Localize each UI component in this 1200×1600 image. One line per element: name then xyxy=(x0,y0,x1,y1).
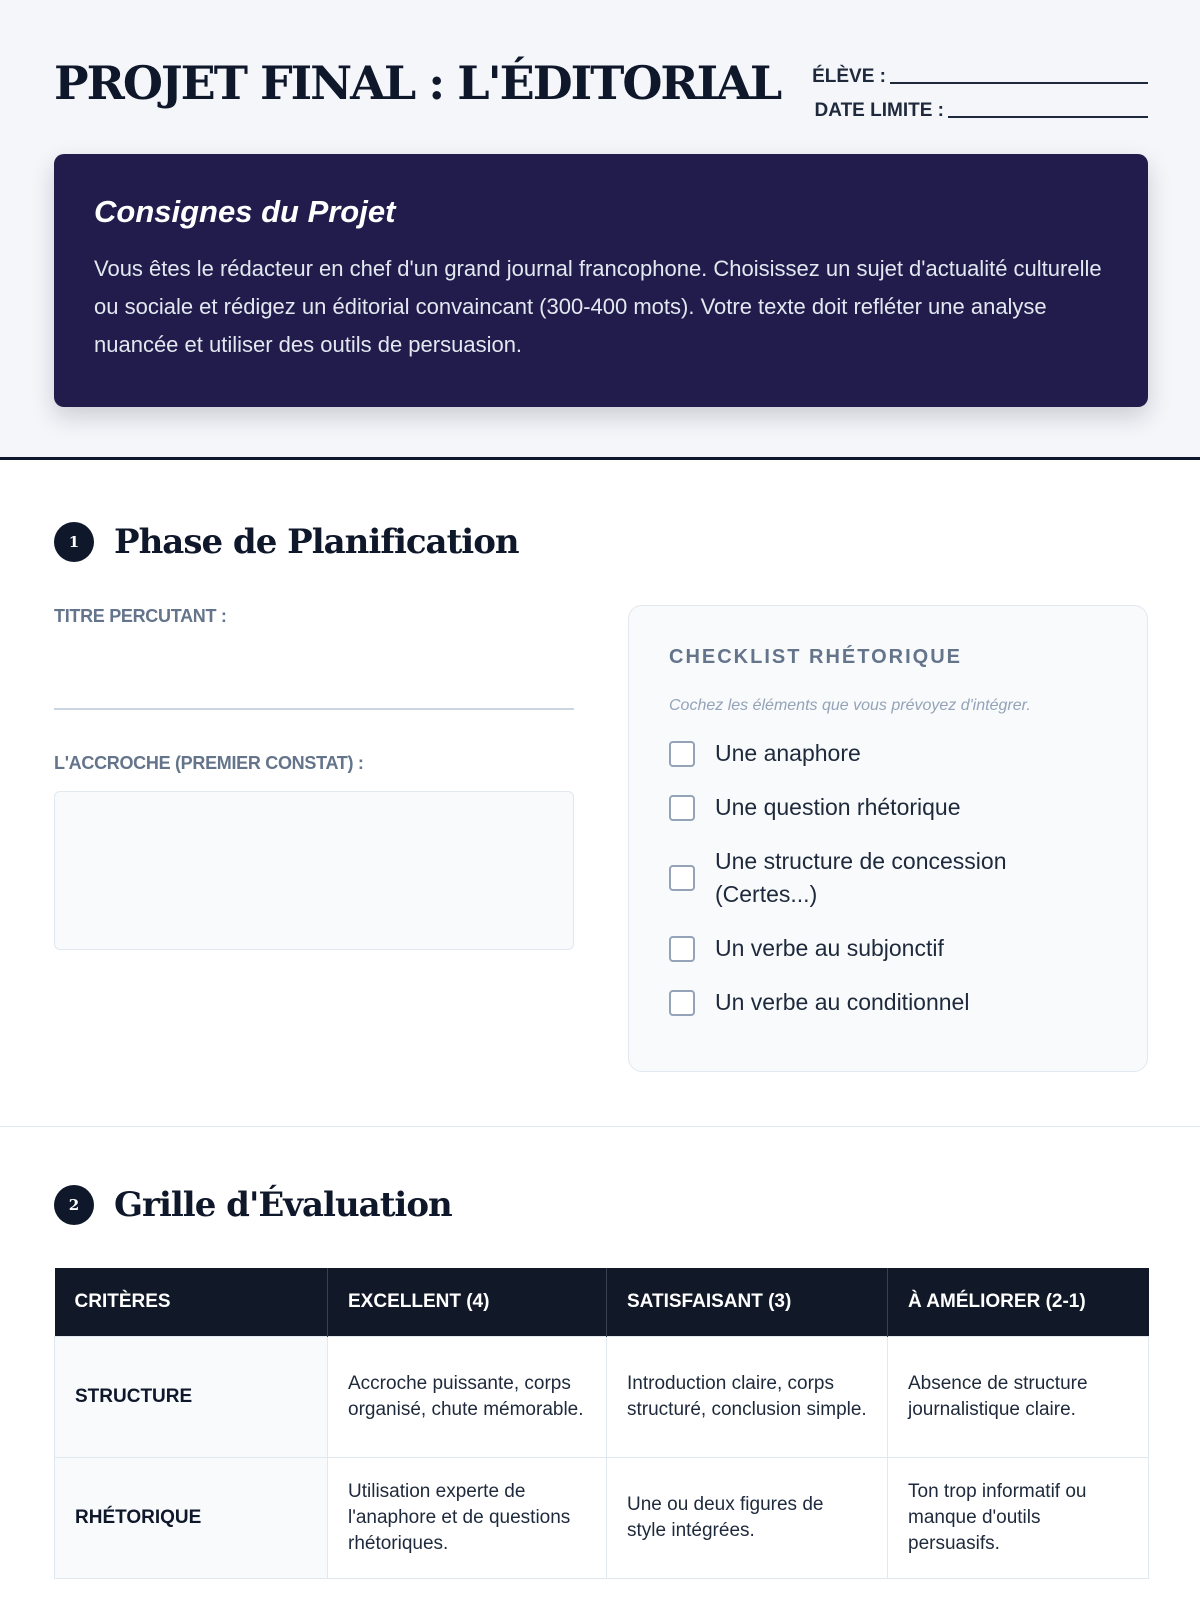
checklist-item-label: Un verbe au subjonctif xyxy=(715,935,944,961)
column-header-satisfactory: SATISFAISANT (3) xyxy=(607,1268,888,1336)
evaluation-section-header xyxy=(54,1185,452,1225)
student-name-label: ÉLÈVE : xyxy=(812,66,886,87)
student-name-line[interactable] xyxy=(890,66,1148,84)
section-number-badge: 1 xyxy=(54,522,94,562)
checkbox[interactable] xyxy=(669,936,695,962)
excellent-cell: Utilisation experte de l'anaphore et de questions rhétoriques. xyxy=(328,1457,607,1578)
header-section xyxy=(0,0,1200,460)
satisfactory-cell: Une ou deux figures de style intégrées. xyxy=(607,1457,888,1578)
table-row xyxy=(55,1336,1149,1457)
planning-section-title: Phase de Planification xyxy=(114,522,519,562)
checklist-item[interactable] xyxy=(669,737,1107,770)
checklist-item-label: Un verbe au conditionnel xyxy=(715,989,970,1015)
checklist-items xyxy=(669,737,1107,1019)
checklist-item[interactable] xyxy=(669,845,1107,911)
checklist-item-label: Une anaphore xyxy=(715,740,861,766)
hook-textarea[interactable] xyxy=(54,791,574,950)
checklist-item[interactable] xyxy=(669,932,1107,965)
column-header-excellent: EXCELLENT (4) xyxy=(328,1268,607,1336)
brief-title: Consignes du Projet xyxy=(94,194,396,229)
hook-label: L'ACCROCHE (PREMIER CONSTAT) : xyxy=(54,753,364,773)
checkbox[interactable] xyxy=(669,865,695,891)
section-number-badge: 2 xyxy=(54,1185,94,1225)
checkbox[interactable] xyxy=(669,795,695,821)
headline-label: TITRE PERCUTANT : xyxy=(54,606,227,626)
table-row xyxy=(55,1457,1149,1578)
column-header-improve: À AMÉLIORER (2-1) xyxy=(888,1268,1149,1336)
page-title: PROJET FINAL : L'ÉDITORIAL xyxy=(54,56,781,110)
improve-cell: Absence de structure journalistique claire. xyxy=(888,1336,1149,1457)
section-divider xyxy=(0,1126,1200,1127)
satisfactory-cell: Introduction claire, corps structuré, conclusion simple. xyxy=(607,1336,888,1457)
checklist-item[interactable] xyxy=(669,986,1107,1019)
excellent-cell: Accroche puissante, corps organisé, chute mémorable. xyxy=(328,1336,607,1457)
checkbox[interactable] xyxy=(669,990,695,1016)
project-brief xyxy=(54,154,1148,407)
improve-cell: Ton trop informatif ou manque d'outils persuasifs. xyxy=(888,1457,1149,1578)
criterion-cell: RHÉTORIQUE xyxy=(55,1457,328,1578)
checklist-item[interactable] xyxy=(669,791,1107,824)
brief-text: Vous êtes le rédacteur en chef d'un grand journal francophone. Choisissez un sujet d'actualité culturelle ou sociale et rédigez un éditorial convaincant (300-400 mots). Votre texte doit refléter une analyse nuancée et utiliser des outils de persuasion. xyxy=(94,256,1102,357)
checklist-item-label: Une structure de concession (Certes...) xyxy=(715,848,1007,907)
checklist-title: CHECKLIST RHÉTORIQUE xyxy=(669,646,962,668)
evaluation-section-title: Grille d'Évaluation xyxy=(114,1185,452,1225)
criterion-cell: STRUCTURE xyxy=(55,1336,328,1457)
column-header-criteria: CRITÈRES xyxy=(55,1268,328,1336)
table-header-row xyxy=(55,1268,1149,1336)
evaluation-rubric-table xyxy=(54,1268,1149,1579)
planning-section-header xyxy=(54,522,519,562)
deadline-row xyxy=(812,88,1148,122)
deadline-label: DATE LIMITE : xyxy=(814,100,944,121)
student-name-row xyxy=(812,54,1148,88)
checklist-hint: Cochez les éléments que vous prévoyez d'intégrer. xyxy=(669,697,1031,714)
headline-input-line[interactable] xyxy=(54,708,574,710)
deadline-line[interactable] xyxy=(948,100,1148,118)
checklist-item-label: Une question rhétorique xyxy=(715,794,961,820)
rhetoric-checklist xyxy=(628,605,1148,1072)
student-info xyxy=(812,54,1148,122)
checkbox[interactable] xyxy=(669,741,695,767)
